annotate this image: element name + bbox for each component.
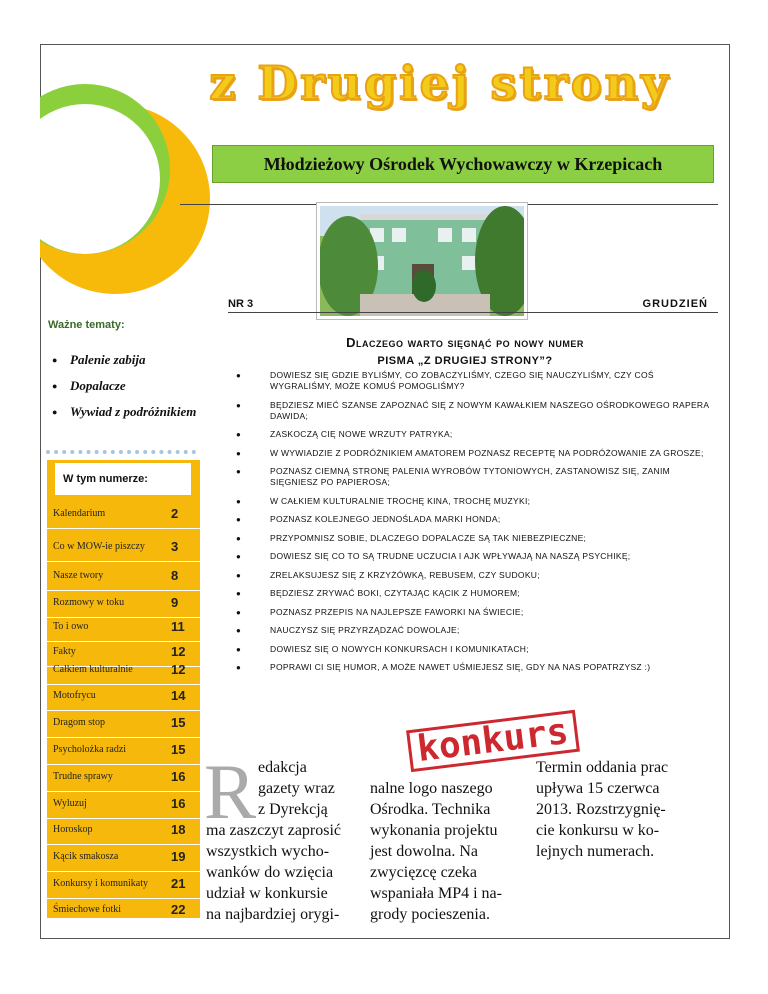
contents-heading: W tym numerze: <box>55 463 191 495</box>
text-line: jest dowolna. Na <box>370 843 478 860</box>
text-line: zwycięzcę czeka <box>370 864 478 881</box>
contents-item <box>53 713 193 737</box>
masthead-subtitle: Młodzieżowy Ośrodek Wychowawczy w Krzepicach <box>212 145 714 183</box>
reason-item: ● DOWIESZ SIĘ O NOWYCH KONKURSACH I KOMUNIKATACH; <box>236 644 716 655</box>
contents-item <box>53 900 193 924</box>
contents-item-title: Dragom stop <box>53 717 105 728</box>
article-title <box>255 334 675 370</box>
text-line: Termin oddania prac <box>536 759 669 776</box>
contents-item <box>53 617 193 641</box>
contest-col-2 <box>370 778 502 925</box>
contents-item-page: 21 <box>171 876 186 891</box>
contest-col-3 <box>536 757 668 862</box>
topic-item: ● Palenie zabija <box>52 352 196 378</box>
text-line: lejnych numerach. <box>536 843 655 860</box>
contents-item <box>53 794 193 818</box>
contents-divider <box>47 561 200 562</box>
contents-item-title: To i owo <box>53 621 89 632</box>
text-line: wanków do wzięcia <box>206 864 334 881</box>
contents-item-page: 15 <box>171 715 186 730</box>
reason-item: ● POPRAWI CI SIĘ HUMOR, A MOŻE NAWET UŚMIEJESZ SIĘ, GDY NA NAS POPATRZYSZ :) <box>236 662 716 673</box>
contents-item-page: 12 <box>171 644 186 659</box>
contents-item-page: 8 <box>171 568 179 583</box>
text-line: grody pocieszenia. <box>370 906 490 923</box>
building-photo <box>317 203 527 319</box>
text-line: wykonania projektu <box>370 822 498 839</box>
contents-divider <box>47 791 200 792</box>
text-line: 2013. Rozstrzygnię- <box>536 801 666 818</box>
topic-item: ● Dopalacze <box>52 378 196 404</box>
contents-divider <box>47 898 200 899</box>
text-line: nalne logo naszego <box>370 780 493 797</box>
reason-item: ● NAUCZYSZ SIĘ PRZYRZĄDZAĆ DOWOLAJE; <box>236 625 716 636</box>
article-title-line: Dlaczego warto sięgnąć po nowy numer <box>346 335 584 350</box>
contents-item-title: Co w MOW-ie piszczy <box>53 541 145 552</box>
issue-number: NR 3 <box>228 298 254 310</box>
contents-item <box>53 767 193 791</box>
text-line: z Dyrekcją <box>258 801 328 818</box>
text-line: wszystkich wycho- <box>206 843 330 860</box>
contents-divider <box>47 764 200 765</box>
contents-item-page: 16 <box>171 796 186 811</box>
reason-item: ● ZASKOCZĄ CIĘ NOWE WRZUTY PATRYKA; <box>236 429 716 440</box>
contents-item-page: 11 <box>171 619 185 634</box>
topics-heading: Ważne tematy: <box>48 319 125 331</box>
contents-item <box>53 820 193 844</box>
contents-divider <box>47 737 200 738</box>
contents-item-title: Całkiem kulturalnie <box>53 664 133 675</box>
reason-item: ● POZNASZ CIEMNĄ STRONĘ PALENIA WYROBÓW TYTONIOWYCH, ZASTANOWISZ SIĘ, ZANIM SIĘGNIESZ PO PAPIEROSA; <box>236 466 716 488</box>
contents-item <box>53 593 193 617</box>
text-line: wspaniała MP4 i na- <box>370 885 502 902</box>
contents-item <box>53 537 193 561</box>
contents-item-title: Kącik smakosza <box>53 851 119 862</box>
contest-col-1-bottom <box>206 820 341 925</box>
reason-item: ● DOWIESZ SIĘ GDZIE BYLIŚMY, CO ZOBACZYLIŚMY, CZEGO SIĘ NAUCZYLIŚMY, CZY COŚ WYGRALIŚMY, MOŻE KOMUŚ POMOGLIŚMY? <box>236 370 716 392</box>
contest-stamp: konkurs <box>406 710 580 772</box>
text-line: Ośrodka. Technika <box>370 801 491 818</box>
divider <box>228 312 718 313</box>
contents-item-title: Konkursy i komunikaty <box>53 878 148 889</box>
issue-month: GRUDZIEŃ <box>642 298 708 310</box>
contest-col-1-top <box>258 757 335 820</box>
drop-cap: R <box>204 748 257 835</box>
text-line: edakcja <box>258 759 307 776</box>
text-line: na najbardziej orygi- <box>206 906 340 923</box>
reason-item: ● PRZYPOMNISZ SOBIE, DLACZEGO DOPALACZE SĄ TAK NIEBEZPIECZNE; <box>236 533 716 544</box>
topics-list <box>52 352 196 430</box>
text-line: ma zaszczyt zaprosić <box>206 822 342 839</box>
text-line: udział w konkursie <box>206 885 328 902</box>
contents-item-title: Trudne sprawy <box>53 771 113 782</box>
contents-item-page: 22 <box>171 902 186 917</box>
contents-item-page: 19 <box>171 849 186 864</box>
article-title-line: PISMA „Z DRUGIEJ STRONY”? <box>377 355 553 367</box>
contents-item-title: Kalendarium <box>53 508 106 519</box>
contents-item-title: Psycholożka radzi <box>53 744 127 755</box>
reason-item: ● POZNASZ KOLEJNEGO JEDNOŚLADА MARKI HONDA; <box>236 514 716 525</box>
reason-item: ● POZNASZ PRZEPIS NA NAJLEPSZE FAWORKI NA ŚWIECIE; <box>236 607 716 618</box>
contents-item-page: 12 <box>171 662 186 677</box>
contents-item-title: Motofrycu <box>53 690 96 701</box>
reason-item: ● DOWIESZ SIĘ CO TO SĄ TRUDNE UCZUCIA I AJK WPŁYWAJĄ NA NASZĄ PSYCHIKĘ; <box>236 551 716 562</box>
contents-item-page: 14 <box>171 688 186 703</box>
contents-item-title: Horoskop <box>53 824 93 835</box>
contents-item-title: Śmiechowe fotki <box>53 904 122 915</box>
contents-item <box>53 686 193 710</box>
contents-divider <box>47 818 200 819</box>
text-line: cie konkursu w ko- <box>536 822 660 839</box>
topic-item: ● Wywiad z podróżnikiem <box>52 404 196 430</box>
contents-item-title: Wyluzuj <box>53 798 87 809</box>
contents-divider <box>47 924 200 925</box>
reason-item: ● ZRELAKSUJESZ SIĘ Z KRZYŻÓWKĄ, REBUSEM, CZY SUDOKU; <box>236 570 716 581</box>
reason-item: ● W WYWIADZIE Z PODRÓŻNIKIEM AMATOREM POZNASZ RECEPTĘ NA PODRÓŻOWANIE ZA GROSZE; <box>236 448 716 459</box>
contents-item-page: 9 <box>171 595 179 610</box>
contents-divider <box>47 684 200 685</box>
contents-item <box>53 566 193 590</box>
contents-item <box>53 660 193 684</box>
contents-divider <box>47 710 200 711</box>
contents-item <box>53 740 193 764</box>
reason-item: ● BĘDZIESZ MIEĆ SZANSE ZAPOZNAĆ SIĘ Z NOWYM KAWAŁKIEM NASZEGO OŚRODKOWEGO RAPERA DAWIDA; <box>236 400 716 422</box>
reason-item: ● BĘDZIESZ ZRYWAĆ BOKI, CZYTAJĄC KĄCIK Z HUMOREM; <box>236 588 716 599</box>
contents-divider <box>47 590 200 591</box>
reason-item: ● W CAŁKIEM KULTURALNIE TROCHĘ KINA, TROCHĘ MUZYKI; <box>236 496 716 507</box>
contents-item-title: Rozmowy w toku <box>53 597 125 608</box>
text-line: upływa 15 czerwca <box>536 780 660 797</box>
contents-divider <box>47 844 200 845</box>
contents-item-page: 18 <box>171 822 186 837</box>
contents-divider <box>47 528 200 529</box>
contents-item-page: 3 <box>171 539 179 554</box>
text-line: gazety wraz <box>258 780 335 797</box>
contents-item <box>53 504 193 528</box>
dotted-divider <box>46 450 196 454</box>
contents-item-title: Nasze twory <box>53 570 104 581</box>
contents-item <box>53 874 193 898</box>
contents-item-title: Fakty <box>53 646 76 657</box>
contents-divider <box>47 871 200 872</box>
contents-item <box>53 847 193 871</box>
contents-item-page: 16 <box>171 769 186 784</box>
contents-item-page: 15 <box>171 742 186 757</box>
contents-item-page: 2 <box>171 506 179 521</box>
reasons-list <box>236 370 716 681</box>
masthead-title: z Drugiej strony <box>209 56 671 110</box>
